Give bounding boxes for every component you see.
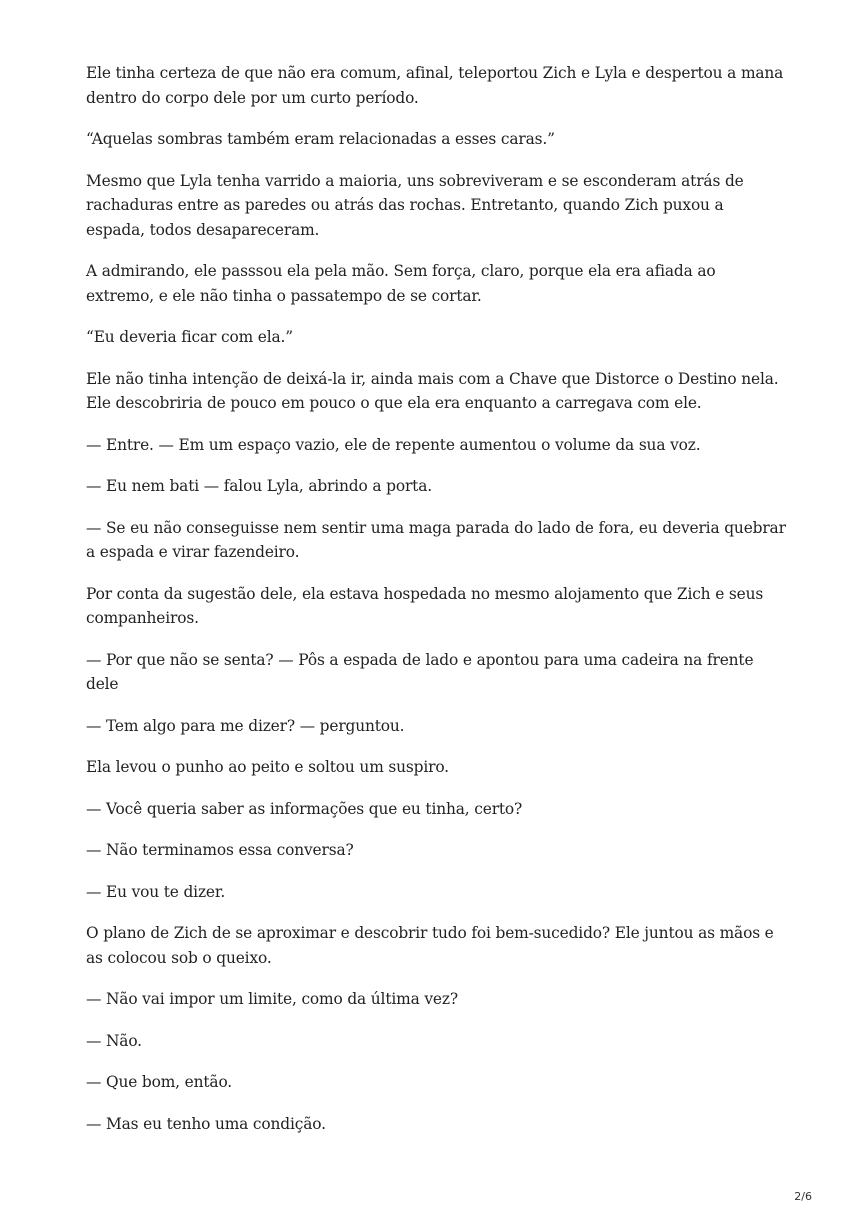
paragraph: “Aquelas sombras também eram relacionadas a esses caras.” xyxy=(86,130,555,148)
paragraph: Mesmo que Lyla tenha varrido a maioria, uns sobreviveram e se esconderam atrás de rachaduras entre as paredes ou atrás das rochas. Entretanto, quando Zich puxou a espada, todos desapareceram. xyxy=(86,171,744,239)
paragraph: Ele não tinha intenção de deixá-la ir, ainda mais com a Chave que Distorce o Destino nela. Ele descobriria de pouco em pouco o que ela era enquanto a carregava com ele. xyxy=(86,369,779,412)
paragraph: “Eu deveria ficar com ela.” xyxy=(86,328,293,346)
paragraph: — Eu nem bati — falou Lyla, abrindo a porta. xyxy=(86,477,432,495)
paragraph: A admirando, ele passsou ela pela mão. Sem força, claro, porque ela era afiada ao extremo, e ele não tinha o passatempo de se cortar. xyxy=(86,262,716,305)
paragraph: — Por que não se senta? — Pôs a espada de lado e apontou para uma cadeira na frente dele xyxy=(86,650,754,693)
paragraph: — Tem algo para me dizer? — perguntou. xyxy=(86,716,405,735)
paragraph: — Não. xyxy=(86,1031,142,1050)
paragraph: O plano de Zich de se aproximar e descobrir tudo foi bem-sucedido? Ele juntou as mãos e as colocou sob o queixo. xyxy=(86,924,774,967)
document-body xyxy=(86,61,786,1153)
paragraph: — Não vai impor um limite, como da última vez? xyxy=(86,990,458,1008)
paragraph: — Mas eu tenho uma condição. xyxy=(86,1114,326,1133)
paragraph: — Não terminamos essa conversa? xyxy=(86,841,354,859)
page-number: 2/6 xyxy=(794,1190,812,1203)
paragraph: Ela levou o punho ao peito e soltou um suspiro. xyxy=(86,758,449,776)
paragraph: Ele tinha certeza de que não era comum, afinal, teleportou Zich e Lyla e despertou a mana dentro do corpo dele por um curto período. xyxy=(86,64,784,107)
paragraph: — Eu vou te dizer. xyxy=(86,882,226,901)
paragraph: — Você queria saber as informações que eu tinha, certo? xyxy=(86,799,523,818)
paragraph: — Se eu não conseguisse nem sentir uma maga parada do lado de fora, eu deveria quebrar a espada e virar fazendeiro. xyxy=(86,518,786,561)
paragraph: — Entre. — Em um espaço vazio, ele de repente aumentou o volume da sua voz. xyxy=(86,435,701,454)
paragraph: — Que bom, então. xyxy=(86,1073,233,1091)
paragraph: Por conta da sugestão dele, ela estava hospedada no mesmo alojamento que Zich e seus companheiros. xyxy=(86,584,764,627)
